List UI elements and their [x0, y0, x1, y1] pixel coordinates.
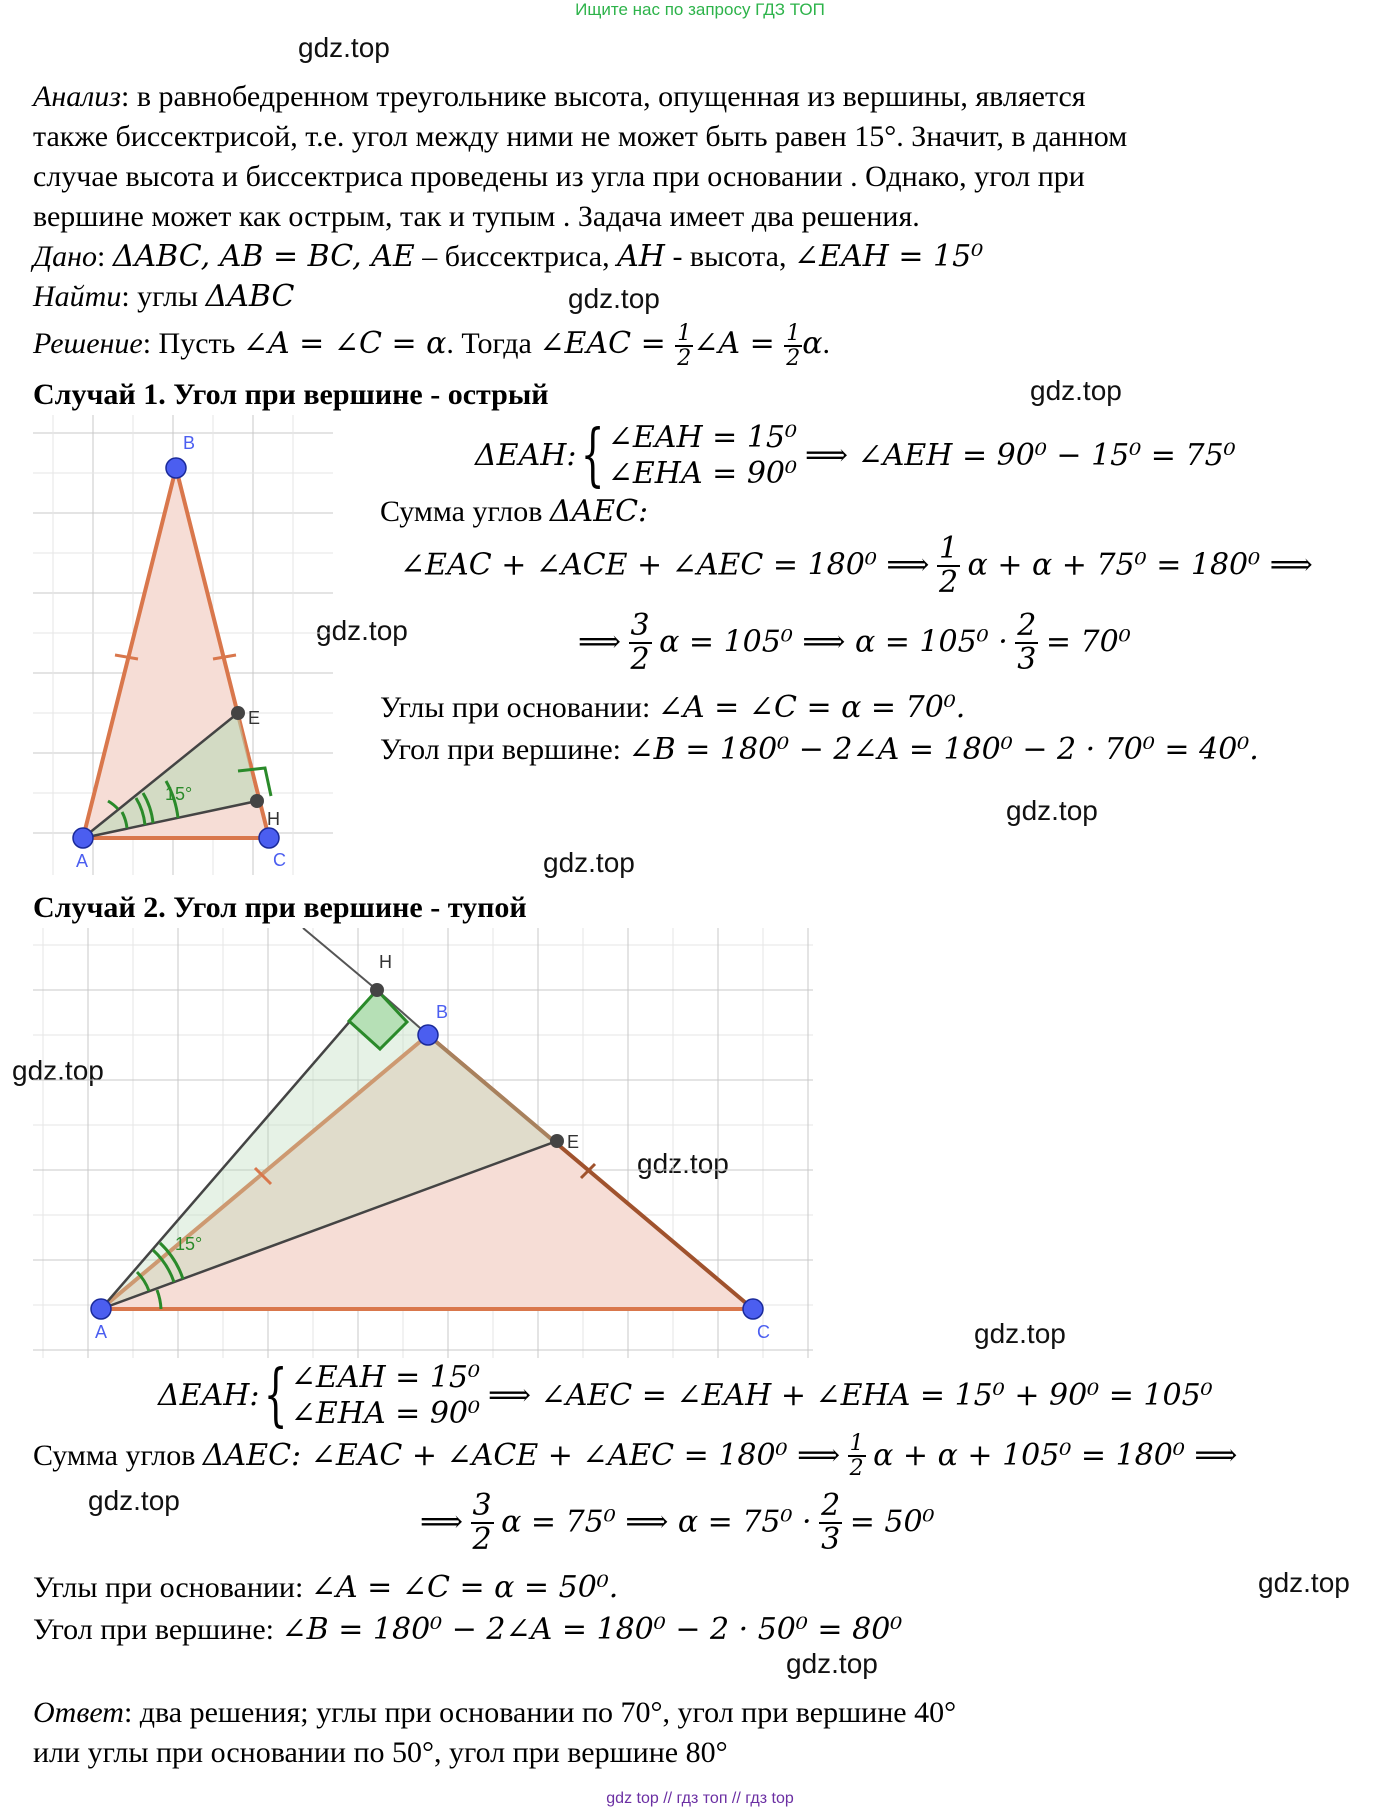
answer-line-2: или углы при основании по 50°, угол при вершине 80°: [33, 1736, 728, 1769]
label-e: E: [248, 708, 261, 728]
given-label: Дано: [33, 240, 97, 273]
watermark: gdz.top: [568, 283, 660, 314]
case2-triangle: ΔEAH:: [158, 1378, 260, 1413]
point-a[interactable]: [91, 1299, 111, 1319]
label-c: C: [273, 850, 286, 870]
footer-links[interactable]: gdz top // гдз топ // гдз top: [606, 1790, 794, 1807]
case1-base-angles: Углы при основании: ∠A = ∠C = α = 70⁰.: [380, 690, 966, 725]
watermark: gdz.top: [316, 615, 408, 646]
find-label: Найти: [33, 280, 122, 313]
label-a: A: [76, 851, 89, 871]
case1-triangle: ΔEAH:: [475, 438, 577, 473]
point-e[interactable]: [550, 1134, 564, 1148]
given-math-2: AH: [617, 239, 665, 274]
label-b: B: [436, 1002, 449, 1022]
solution-line: [33, 322, 830, 370]
fraction: $\frac{3}{2}$: [630, 608, 650, 677]
solution-text-2: . Тогда: [446, 326, 540, 360]
point-e[interactable]: [231, 706, 245, 720]
watermark: gdz.top: [1030, 375, 1122, 406]
watermark: gdz.top: [786, 1648, 878, 1679]
figure-case2: [33, 928, 813, 1358]
point-c[interactable]: [743, 1299, 763, 1319]
fraction: $\frac{1}{2}$: [849, 1431, 864, 1482]
label-e: E: [567, 1132, 580, 1152]
fraction-half: $\frac{1}{2}$: [677, 321, 692, 372]
fraction: $\frac{1}{2}$: [938, 531, 959, 600]
case2-result: ⟹ ∠AEC = ∠EAH + ∠EHA = 15⁰ + 90⁰ = 105⁰: [488, 1378, 1213, 1413]
case1-eq1: ∠EAC + ∠ACE + ∠AEC = 180⁰ ⟹ $\frac{1}{2}$ α + α + 75⁰ = 180⁰ ⟹: [400, 531, 1313, 600]
solution-text: : Пусть: [142, 326, 243, 360]
solution-label: Решение: [33, 326, 143, 360]
solution-math-1: ∠A = ∠C = α: [242, 325, 447, 361]
watermark: gdz.top: [637, 1148, 729, 1179]
case2-sys: ∠EAH = 15⁰ ∠EHA = 90⁰: [290, 1360, 481, 1431]
case1-result: ⟹ ∠AEH = 90⁰ − 15⁰ = 75⁰: [805, 438, 1236, 473]
case2-sum-line: Сумма углов ΔAEC: ∠EAC + ∠ACE + ∠AEC = 180⁰ ⟹ $\frac{1}{2}$ α + α + 105⁰ = 180⁰ ⟹: [33, 1431, 1238, 1482]
brace-icon: {: [263, 1356, 288, 1435]
solution-end: .: [822, 326, 831, 360]
case2-title: Случай 2. Угол при вершине - тупой: [33, 891, 527, 924]
brace-icon: {: [580, 416, 605, 495]
analysis-line-1: [33, 77, 1086, 117]
watermark: gdz.top: [1258, 1567, 1350, 1598]
case1-sys: ∠EAH = 15⁰ ∠EHA = 90⁰: [607, 420, 798, 491]
extension-line: [303, 928, 377, 990]
find-math: ΔABC: [205, 279, 295, 314]
answer-label: Ответ: [33, 1696, 124, 1729]
fraction-half: $\frac{1}{2}$: [786, 321, 801, 372]
label-h: H: [267, 809, 280, 829]
angle-label: 15°: [165, 784, 193, 804]
label-a: A: [95, 1322, 108, 1342]
analysis-label: Анализ: [33, 80, 121, 113]
case1-system: [475, 416, 1236, 495]
point-c[interactable]: [259, 828, 279, 848]
solution-math-4: α: [802, 325, 823, 361]
point-h[interactable]: [250, 794, 264, 808]
point-h[interactable]: [370, 983, 384, 997]
given-math-1: ΔABC, AB = BC, AE: [112, 239, 415, 274]
figure-case1: [33, 415, 333, 875]
find-line: [33, 277, 294, 317]
point-b[interactable]: [166, 458, 186, 478]
case2-apex-angle: Угол при вершине: ∠B = 180⁰ − 2∠A = 180⁰ − 2 · 50⁰ = 80⁰: [33, 1612, 903, 1647]
analysis-line-2: также биссектрисой, т.е. угол между ними не может быть равен 15°. Значит, в данном: [33, 120, 1128, 153]
analysis-text: : в равнобедренном треугольнике высота, опущенная из вершины, является: [121, 80, 1086, 113]
fraction: $\frac{2}{3}$: [821, 1488, 841, 1557]
case1-eq2: ⟹ $\frac{3}{2}$ α = 105⁰ ⟹ α = 105⁰ · $\frac{2}{3}$ = 70⁰: [578, 608, 1131, 677]
answer-text: : два решения; углы при основании по 70°, угол при вершине 40°: [123, 1696, 957, 1729]
given-line: [33, 237, 983, 277]
solution-math-3: ∠A =: [693, 325, 785, 361]
analysis-line-4: вершине может как острым, так и тупым . Задача имеет два решения.: [33, 200, 920, 233]
answer-line-1: [33, 1693, 956, 1733]
label-b: B: [183, 433, 196, 453]
point-a[interactable]: [73, 828, 93, 848]
watermark: gdz.top: [12, 1055, 104, 1086]
watermark: gdz.top: [543, 847, 635, 878]
given-math-3: ∠EAH = 15⁰: [793, 239, 984, 274]
case1-apex-angle: Угол при вершине: ∠B = 180⁰ − 2∠A = 180⁰ − 2 · 70⁰ = 40⁰.: [380, 732, 1259, 767]
fraction: $\frac{2}{3}$: [1017, 608, 1037, 677]
case2-base-angles: Углы при основании: ∠A = ∠C = α = 50⁰.: [33, 1570, 619, 1605]
given-text-1: – биссектриса,: [414, 240, 618, 273]
solution-math-2: ∠EAC =: [539, 325, 676, 361]
watermark: gdz.top: [1006, 795, 1098, 826]
case1-sum-line: Сумма углов ΔAEC:: [380, 494, 649, 529]
angle-label: 15°: [175, 1234, 203, 1254]
analysis-line-3: случае высота и биссектриса проведены из угла при основании . Однако, угол при: [33, 160, 1085, 193]
given-sep: :: [96, 240, 113, 273]
watermark: gdz.top: [88, 1485, 180, 1516]
point-b[interactable]: [418, 1025, 438, 1045]
case2-system: [158, 1356, 1213, 1435]
watermark: gdz.top: [974, 1318, 1066, 1349]
fraction: $\frac{3}{2}$: [472, 1488, 492, 1557]
watermark: gdz.top: [298, 32, 390, 63]
label-c: C: [757, 1322, 770, 1342]
label-h: H: [379, 952, 392, 972]
case1-title: Случай 1. Угол при вершине - острый: [33, 378, 549, 411]
given-text-2: - высота,: [664, 240, 794, 273]
top-banner[interactable]: Ищите нас по запросу ГДЗ ТОП: [575, 0, 825, 19]
find-text: : углы: [121, 280, 206, 313]
case2-eq2: ⟹ $\frac{3}{2}$ α = 75⁰ ⟹ α = 75⁰ · $\frac{2}{3}$ = 50⁰: [420, 1488, 935, 1557]
